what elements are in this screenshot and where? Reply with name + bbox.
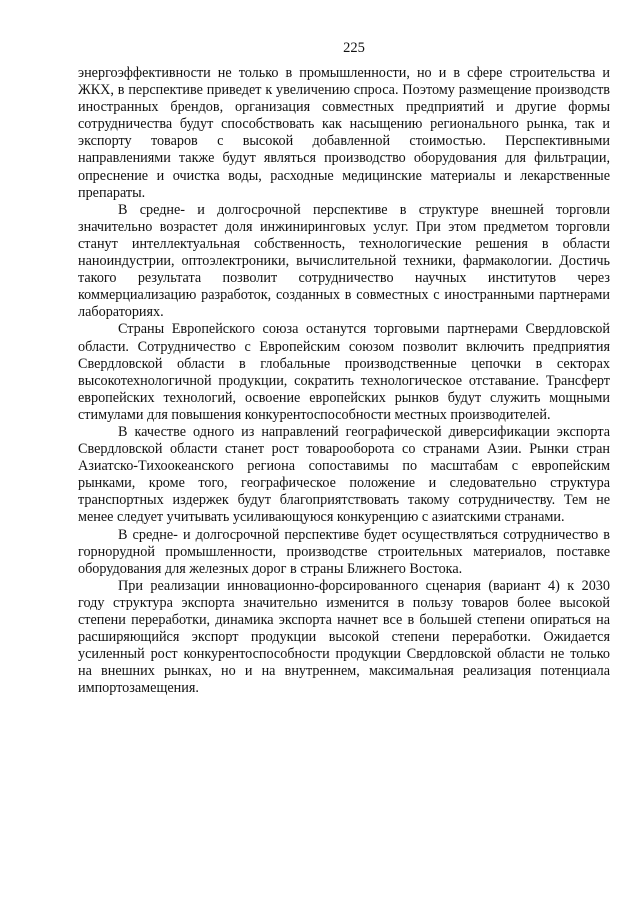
paragraph-eu-partners: Страны Европейского союза останутся торговыми партнерами Свердловской области. Сотрудничество с Европейским союзом позволит включить предприятия Свердловской области в глобальные производственные цепочки в секторах высокотехнологичной продукции, сократить технологическое отставание. Трансферт европейских технологий, освоение европейских рынков будут служить мощными стимулами для повышения конкурентоспособности местных производителей.: [78, 321, 610, 423]
paragraph-continuation: энергоэффективности не только в промышленности, но и в сфере строительства и ЖКХ, в перспективе приведет к увеличению спроса. Поэтому размещение производств иностранных брендов, организация совместных предприятий и другие формы сотрудничества будут способствовать как насыщению регионального рынка, так и экспорту товаров с высокой добавленной стоимостью. Перспективными направлениями также будут являться производство оборудования для фильтрации, опреснение и очистка воды, расходные медицинские материалы и лекарственные препараты.: [78, 65, 610, 201]
paragraph-asia-trade: В качестве одного из направлений географической диверсификации экспорта Свердловской области станет рост товарооборота со странами Азии. Рынки стран Азиатско-Тихоокеанского региона сопоставимы по масштабам с европейским рынками, кроме того, географическое положение и следовательно структура транспортных издержек будут благоприятствовать такому сотрудничеству. Тем не менее следует учитывать усиливающуюся конкуренцию с азиатскими странами.: [78, 423, 610, 526]
paragraph-innovation-scenario: При реализации инновационно-форсированного сценария (вариант 4) к 2030 году структура экспорта значительно изменится в пользу товаров более высокой степени переработки, динамика экспорта начнет все в большей степени опираться на расширяющийся экспорт продукции высокой степени переработки. Ожидается усиленный рост конкурентоспособности продукции Свердловской области не только на внешних рынках, но и на внутреннем, максимальная реализация потенциала импортозамещения.: [78, 577, 610, 697]
paragraph-middle-east: В средне- и долгосрочной перспективе будет осуществляться сотрудничество в горнорудной промышленности, производстве строительных материалов, поставке оборудования для железных дорог в страны Ближнего Востока.: [78, 526, 610, 577]
paragraph-engineering-services: В средне- и долгосрочной перспективе в структуре внешней торговли значительно возрастет доля инжиниринговых услуг. При этом предметом торговли станут интеллектуальная собственность, технологические решения в области наноиндустрии, оптоэлектроники, вычислительной техники, фармакологии. Достичь такого результата позволит сотрудничество научных институтов через коммерциализацию разработок, созданных в совместных с иностранными партнерами лабораториях.: [78, 201, 610, 321]
page-number: 225: [343, 40, 365, 56]
